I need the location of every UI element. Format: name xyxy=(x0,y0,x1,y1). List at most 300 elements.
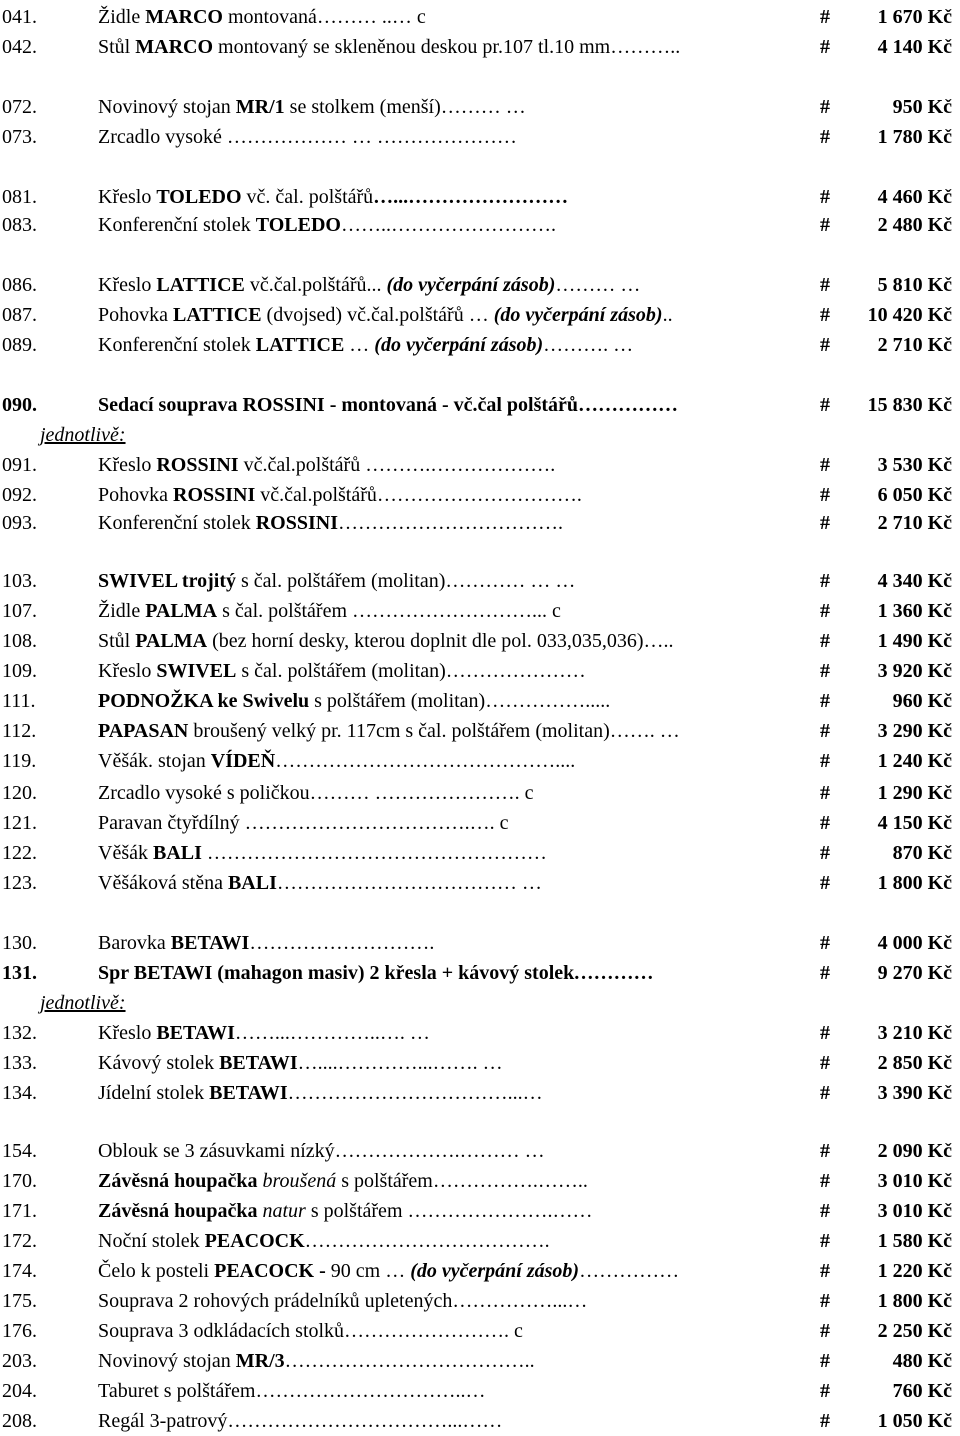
item-price: 10 420 Kč xyxy=(867,304,952,326)
item-name-segment: (do vyčerpání zásob) xyxy=(386,274,556,296)
item-price: 760 Kč xyxy=(892,1380,952,1402)
item-name xyxy=(98,123,820,151)
price-row xyxy=(0,717,960,745)
item-number: 107. xyxy=(2,600,37,622)
item-name xyxy=(98,1257,820,1285)
item-name-segment: ………………………………. xyxy=(304,1230,550,1252)
price-row xyxy=(0,1197,960,1225)
hash-marker: # xyxy=(820,274,830,296)
item-price: 1 050 Kč xyxy=(877,1410,952,1432)
hash-marker: # xyxy=(820,454,830,476)
item-price: 2 710 Kč xyxy=(877,512,952,534)
item-price: 3 290 Kč xyxy=(877,720,952,742)
item-name-segment: PALMA xyxy=(135,630,208,652)
individual-note-row xyxy=(0,989,960,1017)
price-row xyxy=(0,779,960,807)
item-number: 131. xyxy=(2,962,37,984)
item-name-segment: s polštářem (molitan)……………..... xyxy=(309,690,611,712)
item-price: 3 390 Kč xyxy=(877,1082,952,1104)
item-name-segment: montovaný se skleněnou deskou pr.107 tl.10 mm……….. xyxy=(213,36,681,58)
item-name xyxy=(98,1347,820,1375)
item-price: 4 150 Kč xyxy=(877,812,952,834)
item-number: 087. xyxy=(2,304,37,326)
item-name-segment: Novinový stojan xyxy=(98,1350,236,1372)
item-number: 133. xyxy=(2,1052,37,1074)
item-name-segment: ……..……………………. xyxy=(340,214,556,236)
item-name-segment: TOLEDO xyxy=(156,186,242,208)
hash-marker: # xyxy=(820,334,830,356)
hash-marker: # xyxy=(820,842,830,864)
item-name xyxy=(98,717,820,745)
item-name-segment: Taburet s polštářem…………………………..… xyxy=(98,1380,486,1402)
hash-marker: # xyxy=(820,96,830,118)
item-price: 1 490 Kč xyxy=(877,630,952,652)
item-name xyxy=(98,657,820,685)
item-number: 092. xyxy=(2,484,37,506)
item-name-segment: (do vyčerpání zásob) xyxy=(374,334,544,356)
hash-marker: # xyxy=(820,1320,830,1342)
item-name xyxy=(98,809,820,837)
item-name xyxy=(98,33,820,61)
hash-marker: # xyxy=(820,660,830,682)
item-name xyxy=(98,1377,820,1405)
item-name xyxy=(98,509,820,537)
item-name-segment: (do vyčerpání zásob) xyxy=(410,1260,580,1282)
price-row xyxy=(0,3,960,31)
item-number: 103. xyxy=(2,570,37,592)
item-price: 2 250 Kč xyxy=(877,1320,952,1342)
individual-note-row xyxy=(0,421,960,449)
hash-marker: # xyxy=(820,1200,830,1222)
item-price: 1 780 Kč xyxy=(877,126,952,148)
hash-marker: # xyxy=(820,1410,830,1432)
item-name-segment: PALMA xyxy=(145,600,218,622)
item-name-segment: LATTICE xyxy=(255,334,345,356)
individual-note: jednotlivě: xyxy=(40,424,126,446)
item-name-segment: ………………………. xyxy=(249,932,435,954)
item-name-segment: Křeslo xyxy=(98,186,157,208)
item-number: 208. xyxy=(2,1410,37,1432)
item-number: 111. xyxy=(2,690,36,712)
item-price: 1 580 Kč xyxy=(877,1230,952,1252)
item-name-segment: broušený velký pr. 117cm s čal. polštářem (molitan)……. … xyxy=(188,720,680,742)
item-price: 960 Kč xyxy=(892,690,952,712)
item-name-segment: Čelo k posteli xyxy=(98,1260,215,1282)
item-name xyxy=(98,3,820,31)
price-row xyxy=(0,301,960,329)
price-row xyxy=(0,1377,960,1405)
item-name-segment: Konferenční stolek xyxy=(98,214,256,236)
item-name-segment: s polštářem ………………….…… xyxy=(305,1200,593,1222)
item-name-segment: vč.čal.polštářů ……….………………. xyxy=(238,454,556,476)
item-price: 9 270 Kč xyxy=(877,962,952,984)
item-number: 204. xyxy=(2,1380,37,1402)
price-row xyxy=(0,331,960,359)
price-row xyxy=(0,271,960,299)
hash-marker: # xyxy=(820,750,830,772)
item-name-segment: vč.čal.polštářů... xyxy=(244,274,387,296)
hash-marker: # xyxy=(820,394,830,416)
item-number: 132. xyxy=(2,1022,37,1044)
hash-marker: # xyxy=(820,1290,830,1312)
price-row xyxy=(0,391,960,419)
hash-marker: # xyxy=(820,512,830,534)
item-name-segment: …………………………………….... xyxy=(275,750,576,772)
item-name xyxy=(98,839,820,867)
item-name-segment: .. xyxy=(662,304,673,326)
item-name-segment: ……...…………..…. … xyxy=(234,1022,430,1044)
item-name-segment: (do vyčerpání zásob) xyxy=(493,304,663,326)
item-number: 130. xyxy=(2,932,37,954)
item-name xyxy=(98,451,820,479)
item-price: 2 710 Kč xyxy=(877,334,952,356)
item-name xyxy=(98,271,820,299)
item-name-segment: Křeslo xyxy=(98,274,157,296)
item-number: 093. xyxy=(2,512,37,534)
price-row xyxy=(0,123,960,151)
price-row xyxy=(0,1227,960,1255)
price-row xyxy=(0,929,960,957)
item-number: 073. xyxy=(2,126,37,148)
item-price: 3 530 Kč xyxy=(877,454,952,476)
price-row xyxy=(0,687,960,715)
item-number: 120. xyxy=(2,782,37,804)
item-price: 4 340 Kč xyxy=(877,570,952,592)
item-number: 090. xyxy=(2,394,37,416)
item-name-segment: PODNOŽKA ke Swivelu xyxy=(98,690,310,712)
item-name-segment: natur xyxy=(262,1200,306,1222)
item-price: 3 920 Kč xyxy=(877,660,952,682)
item-name-segment: BETAWI xyxy=(170,932,250,954)
item-name-segment: ………. … xyxy=(543,334,634,356)
hash-marker: # xyxy=(820,1140,830,1162)
price-row xyxy=(0,1049,960,1077)
price-row xyxy=(0,567,960,595)
item-number: 121. xyxy=(2,812,37,834)
hash-marker: # xyxy=(820,630,830,652)
hash-marker: # xyxy=(820,1380,830,1402)
item-name xyxy=(98,301,820,329)
item-price: 1 670 Kč xyxy=(877,6,952,28)
price-row xyxy=(0,481,960,509)
item-price: 2 850 Kč xyxy=(877,1052,952,1074)
item-name-segment: Souprava 3 odkládacích stolků……………………. c xyxy=(98,1320,523,1342)
price-row xyxy=(0,1407,960,1435)
item-name-segment: Křeslo xyxy=(98,454,157,476)
item-price: 15 830 Kč xyxy=(867,394,952,416)
item-price: 480 Kč xyxy=(892,1350,952,1372)
hash-marker: # xyxy=(820,872,830,894)
item-name-segment: PEACOCK xyxy=(204,1230,305,1252)
price-row xyxy=(0,809,960,837)
item-number: 122. xyxy=(2,842,37,864)
item-name-segment: ……………………………….. xyxy=(284,1350,535,1372)
price-row xyxy=(0,1079,960,1107)
item-number: 170. xyxy=(2,1170,37,1192)
item-price: 1 220 Kč xyxy=(877,1260,952,1282)
item-price: 1 290 Kč xyxy=(877,782,952,804)
price-row xyxy=(0,1137,960,1165)
item-name-segment: …………………………………………… xyxy=(201,842,547,864)
item-name-segment: montovaná……… ..… c xyxy=(222,6,426,28)
item-price: 870 Kč xyxy=(892,842,952,864)
item-name-segment: …....…………...……. … xyxy=(297,1052,503,1074)
item-price: 2 090 Kč xyxy=(877,1140,952,1162)
price-row xyxy=(0,1287,960,1315)
hash-marker: # xyxy=(820,690,830,712)
item-name-segment: SWIVEL xyxy=(156,660,237,682)
item-name-segment: broušená xyxy=(262,1170,337,1192)
item-name-segment: Noční stolek xyxy=(98,1230,205,1252)
item-number: 203. xyxy=(2,1350,37,1372)
price-row xyxy=(0,597,960,625)
hash-marker: # xyxy=(820,126,830,148)
item-name xyxy=(98,1019,820,1047)
price-row xyxy=(0,93,960,121)
item-number: 171. xyxy=(2,1200,37,1222)
item-number: 172. xyxy=(2,1230,37,1252)
item-name-segment: Barovka xyxy=(98,932,171,954)
item-name xyxy=(98,597,820,625)
item-name-segment: ROSSINI xyxy=(255,512,338,534)
item-name-segment: PAPASAN xyxy=(98,720,189,742)
item-name-segment: Konferenční stolek xyxy=(98,512,256,534)
item-name-segment: LATTICE xyxy=(156,274,245,296)
item-number: 123. xyxy=(2,872,37,894)
hash-marker: # xyxy=(820,214,830,236)
item-name-segment: Konferenční stolek xyxy=(98,334,256,356)
item-name-segment: Sedací souprava ROSSINI - montovaná - vč.čal polštářů…………… xyxy=(98,394,679,416)
item-name-segment: Jídelní stolek xyxy=(98,1082,210,1104)
price-row xyxy=(0,869,960,897)
item-price: 3 210 Kč xyxy=(877,1022,952,1044)
item-name xyxy=(98,869,820,897)
item-price: 4 000 Kč xyxy=(877,932,952,954)
price-row xyxy=(0,747,960,775)
item-name xyxy=(98,747,820,775)
item-number: 042. xyxy=(2,36,37,58)
item-name-segment: MARCO xyxy=(135,36,214,58)
item-name xyxy=(98,183,820,211)
item-name-segment: Novinový stojan xyxy=(98,96,236,118)
item-number: 108. xyxy=(2,630,37,652)
item-name-segment: s čal. polštářem (molitan)………………… xyxy=(236,660,586,682)
price-row xyxy=(0,1167,960,1195)
item-number: 072. xyxy=(2,96,37,118)
price-row xyxy=(0,183,960,211)
item-name-segment: Křeslo xyxy=(98,660,157,682)
item-price: 1 800 Kč xyxy=(877,872,952,894)
price-row xyxy=(0,211,960,239)
item-number: 176. xyxy=(2,1320,37,1342)
item-number: 089. xyxy=(2,334,37,356)
hash-marker: # xyxy=(820,36,830,58)
hash-marker: # xyxy=(820,186,830,208)
item-name-segment: ROSSINI xyxy=(173,484,256,506)
item-name xyxy=(98,1287,820,1315)
item-name xyxy=(98,391,820,419)
hash-marker: # xyxy=(820,484,830,506)
item-name xyxy=(98,959,820,987)
item-name-segment: PEACOCK - xyxy=(214,1260,326,1282)
item-name-segment: ……………………………. xyxy=(338,512,563,534)
item-name-segment: (bez horní desky, kterou doplnit dle pol. 033,035,036)….. xyxy=(207,630,674,652)
price-row xyxy=(0,451,960,479)
item-name-segment: Paravan čtyřdílný …………………………….…. c xyxy=(98,812,509,834)
item-name-segment: ROSSINI xyxy=(156,454,239,476)
item-price: 6 050 Kč xyxy=(877,484,952,506)
price-row xyxy=(0,657,960,685)
price-row xyxy=(0,509,960,537)
item-name xyxy=(98,929,820,957)
item-number: 175. xyxy=(2,1290,37,1312)
item-name-segment: (dvojsed) vč.čal.polštářů … xyxy=(261,304,494,326)
hash-marker: # xyxy=(820,1052,830,1074)
item-price: 3 010 Kč xyxy=(877,1200,952,1222)
item-name-segment: Židle xyxy=(98,600,146,622)
item-name-segment: BETAWI xyxy=(156,1022,235,1044)
item-number: 119. xyxy=(2,750,37,772)
item-name-segment: s čal. polštářem (molitan)………… … … xyxy=(235,570,576,592)
item-name-segment: Závěsná houpačka xyxy=(98,1170,258,1192)
individual-note: jednotlivě: xyxy=(40,992,126,1014)
item-name xyxy=(98,481,820,509)
item-number: 091. xyxy=(2,454,37,476)
item-name-segment: Zrcadlo vysoké s poličkou……… …………………. c xyxy=(98,782,534,804)
item-number: 134. xyxy=(2,1082,37,1104)
item-number: 154. xyxy=(2,1140,37,1162)
item-name xyxy=(98,779,820,807)
item-name xyxy=(98,687,820,715)
item-name xyxy=(98,1049,820,1077)
item-price: 4 140 Kč xyxy=(877,36,952,58)
item-price: 950 Kč xyxy=(892,96,952,118)
item-number: 112. xyxy=(2,720,37,742)
item-name xyxy=(98,1197,820,1225)
item-price: 5 810 Kč xyxy=(877,274,952,296)
item-name-segment: BETAWI xyxy=(219,1052,298,1074)
item-name-segment: Věšák xyxy=(98,842,153,864)
item-name-segment: TOLEDO xyxy=(255,214,341,236)
item-price: 4 460 Kč xyxy=(877,186,952,208)
hash-marker: # xyxy=(820,1260,830,1282)
item-name-segment: BALI xyxy=(152,842,202,864)
item-price: 2 480 Kč xyxy=(877,214,952,236)
hash-marker: # xyxy=(820,1022,830,1044)
item-name-segment: vč.čal.polštářů…………………………. xyxy=(255,484,582,506)
price-row xyxy=(0,839,960,867)
hash-marker: # xyxy=(820,782,830,804)
hash-marker: # xyxy=(820,1350,830,1372)
item-number: 041. xyxy=(2,6,37,28)
item-name-segment: Zrcadlo vysoké ……………… … ………………… xyxy=(98,126,517,148)
item-name-segment: ……………………………… … xyxy=(276,872,542,894)
item-name-segment: MARCO xyxy=(145,6,223,28)
item-name-segment: BALI xyxy=(227,872,277,894)
item-number: 174. xyxy=(2,1260,37,1282)
price-row xyxy=(0,1257,960,1285)
item-name xyxy=(98,1079,820,1107)
item-number: 109. xyxy=(2,660,37,682)
item-name-segment: ………… xyxy=(574,962,655,984)
item-name-segment: ……………………………...… xyxy=(287,1082,543,1104)
hash-marker: # xyxy=(820,1170,830,1192)
hash-marker: # xyxy=(820,570,830,592)
item-name xyxy=(98,1167,820,1195)
hash-marker: # xyxy=(820,1082,830,1104)
item-name-segment: LATTICE xyxy=(173,304,262,326)
item-name-segment: MR/1 xyxy=(235,96,285,118)
item-name xyxy=(98,1407,820,1435)
item-name-segment: Oblouk se 3 zásuvkami nízký……………….……… … xyxy=(98,1140,545,1162)
item-name-segment: …………… xyxy=(579,1260,680,1282)
item-number: 081. xyxy=(2,186,37,208)
item-name xyxy=(98,1227,820,1255)
item-name-segment: VÍDEŇ xyxy=(210,750,276,772)
hash-marker: # xyxy=(820,812,830,834)
item-name xyxy=(98,331,820,359)
item-name xyxy=(98,211,820,239)
item-name-segment: Židle xyxy=(98,6,146,28)
item-price: 1 360 Kč xyxy=(877,600,952,622)
hash-marker: # xyxy=(820,6,830,28)
item-name-segment: vč. čal. polštářů xyxy=(241,186,374,208)
price-row xyxy=(0,1347,960,1375)
hash-marker: # xyxy=(820,600,830,622)
item-name-segment: … xyxy=(344,334,375,356)
item-name-segment: Stůl xyxy=(98,630,136,652)
item-price: 1 800 Kč xyxy=(877,1290,952,1312)
item-name-segment: Souprava 2 rohových prádelníků upletených……………...… xyxy=(98,1290,588,1312)
item-name-segment: …...…………………… xyxy=(373,186,569,208)
item-name-segment: Regál 3-patrový……………………………...…… xyxy=(98,1410,503,1432)
item-name-segment: 90 cm … xyxy=(325,1260,411,1282)
price-row xyxy=(0,627,960,655)
price-row xyxy=(0,1019,960,1047)
item-name-segment: Pohovka xyxy=(98,484,173,506)
item-name-segment: s čal. polštářem ………………………... c xyxy=(217,600,561,622)
hash-marker: # xyxy=(820,304,830,326)
item-name xyxy=(98,567,820,595)
item-price: 3 010 Kč xyxy=(877,1170,952,1192)
price-row xyxy=(0,33,960,61)
item-name-segment: s polštářem…………….…….. xyxy=(336,1170,588,1192)
item-name-segment: SWIVEL trojitý xyxy=(98,570,236,592)
item-name xyxy=(98,93,820,121)
item-name xyxy=(98,627,820,655)
item-name-segment: Spr BETAWI (mahagon masiv) 2 křesla + kávový stolek xyxy=(98,962,575,984)
item-name xyxy=(98,1137,820,1165)
item-price: 1 240 Kč xyxy=(877,750,952,772)
item-name-segment: Věšáková stěna xyxy=(98,872,228,894)
item-name-segment: MR/3 xyxy=(235,1350,285,1372)
item-number: 083. xyxy=(2,214,37,236)
item-name-segment: Kávový stolek xyxy=(98,1052,220,1074)
price-row xyxy=(0,1317,960,1345)
item-name-segment: BETAWI xyxy=(209,1082,288,1104)
item-name-segment: ……… … xyxy=(555,274,641,296)
hash-marker: # xyxy=(820,932,830,954)
item-name-segment: Věšák. stojan xyxy=(98,750,211,772)
item-number: 086. xyxy=(2,274,37,296)
price-row xyxy=(0,959,960,987)
item-name-segment: Závěsná houpačka xyxy=(98,1200,258,1222)
item-name xyxy=(98,1317,820,1345)
item-name-segment: Stůl xyxy=(98,36,136,58)
hash-marker: # xyxy=(820,720,830,742)
item-name-segment: se stolkem (menší)……… … xyxy=(284,96,526,118)
hash-marker: # xyxy=(820,962,830,984)
